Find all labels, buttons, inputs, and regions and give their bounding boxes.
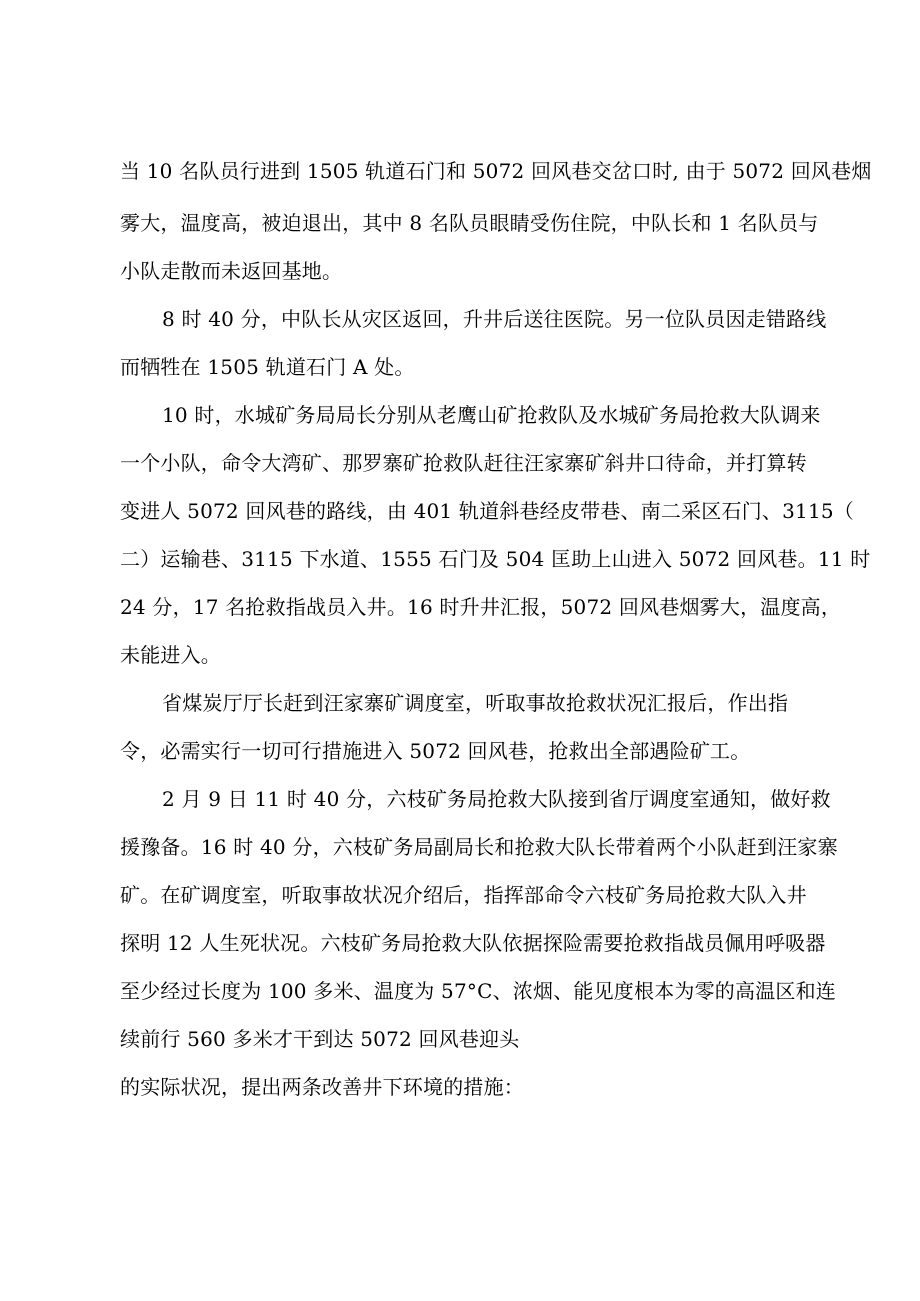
text-line: 二）运输巷、3115 下水道、1555 石门及 504 匡助上山进入 5072 回风巷。11 时: [120, 547, 871, 571]
text-line: 雾大，温度高，被迫退出，其中 8 名队员眼睛受伤住院，中队长和 1 名队员与: [120, 211, 819, 235]
text-line: 矿。在矿调度室，听取事故状况介绍后，指挥部命令六枝矿务局抢救大队入井: [120, 883, 807, 907]
text-line: 小队走散而未返回基地。: [120, 259, 343, 283]
text-line: 援豫备。16 时 40 分，六枝矿务局副局长和抢救大队长带着两个小队赶到汪家寨: [120, 835, 838, 859]
text-line: 24 分，17 名抢救指战员入井。16 时升井汇报，5072 回风巷烟雾大，温度高，: [120, 595, 842, 619]
text-line: 至少经过长度为 100 多米、温度为 57°C、浓烟、能见度根本为零的高温区和连: [120, 979, 836, 1003]
text-line: 一个小队，命令大湾矿、那罗寨矿抢救队赶往汪家寨矿斜井口待命，并打算转: [120, 451, 807, 475]
text-line: 令，必需实行一切可行措施进入 5072 回风巷，抢救出全部遇险矿工。: [120, 739, 751, 763]
text-line: 续前行 560 多米才干到达 5072 回风巷迎头: [120, 1027, 520, 1051]
text-line: 而牺牲在 1505 轨道石门 A 处。: [120, 355, 415, 379]
text-line: 未能进入。: [120, 643, 221, 667]
text-line: 当 10 名队员行进到 1505 轨道石门和 5072 回风巷交岔口时, 由于 5072 回风巷烟: [120, 159, 872, 183]
text-line: 8 时 40 分，中队长从灾区返回，升井后送往医院。另一位队员因走错路线: [162, 307, 827, 331]
text-line: 的实际状况，提出两条改善井下环境的措施：: [120, 1075, 524, 1099]
text-line: 省煤炭厅厅长赶到汪家寨矿调度室，听取事故抢救状况汇报后，作出指: [162, 691, 789, 715]
text-line: 2 月 9 日 11 时 40 分，六枝矿务局抢救大队接到省厅调度室通知，做好救: [162, 787, 831, 811]
text-line: 探明 12 人生死状况。六枝矿务局抢救大队依据探险需要抢救指战员佩用呼吸器: [120, 931, 826, 955]
text-line: 变进人 5072 回风巷的路线，由 401 轨道斜巷经皮带巷、南二采区石门、3115（: [120, 499, 854, 523]
text-line: 10 时，水城矿务局局长分别从老鹰山矿抢救队及水城矿务局抢救大队调来: [162, 403, 821, 427]
